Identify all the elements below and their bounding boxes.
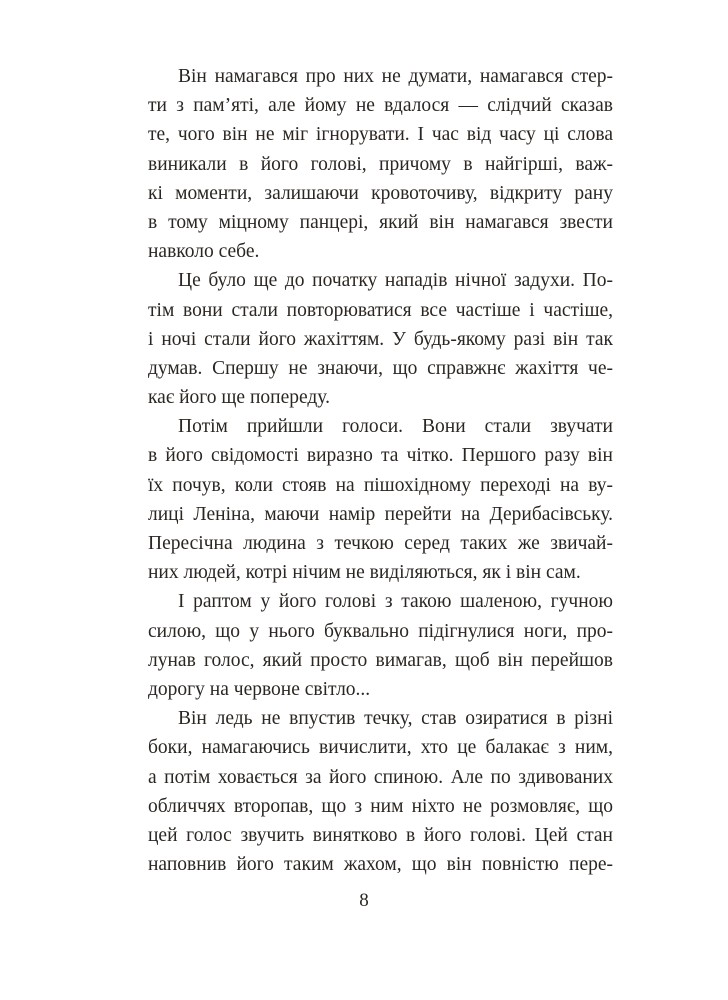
paragraph [148,62,613,266]
text-line: а потім ховається за його спиною. Але по здивованих [148,766,613,788]
paragraph [148,704,613,879]
text-line: думав. Спершу не знаючи, що справжнє жахіття че- [148,357,613,379]
text-line: в його свідомості виразно та чітко. Першого разу він [148,445,613,467]
text-line: їх почув, коли стояв на пішохідному переході на ву- [148,474,613,496]
paragraph [148,412,613,587]
text-line: лунав голос, який просто вимагав, щоб він перейшов [148,649,613,671]
text-line: наповнив його таким жахом, що він повністю пере- [148,854,613,876]
text-line: Це було ще до початку нападів нічної задухи. По- [178,270,613,292]
text-line: І раптом у його голові з такою шаленою, гучною [178,591,613,613]
text-line: боки, намагаючись вичислити, хто це балакає з ним, [148,737,613,759]
page-number: 8 [359,890,369,911]
text-line: кає його ще попереду. [148,387,330,409]
text-line: них людей, котрі нічим не виділяються, як і він сам. [148,562,581,584]
text-line: кі моменти, залишаючи кровоточиву, відкриту рану [148,182,613,204]
page-body [148,62,613,879]
text-line: лиці Леніна, маючи намір перейти на Дерибасівську. [148,503,613,525]
text-line: силою, що у нього буквально підігнулися ноги, про- [148,620,613,642]
text-line: Він ледь не впустив течку, став озиратися в різні [178,708,613,730]
text-line: в тому міцному панцері, який він намагався звести [148,211,613,233]
paragraph [148,587,613,704]
text-line: те, чого він не міг ігнорувати. І час від часу ці слова [148,124,613,146]
paragraph [148,266,613,412]
text-line: і ночі стали його жахіттям. У будь-якому разі він так [148,328,613,350]
text-line: Пересічна людина з течкою серед таких же звичай- [148,533,613,554]
text-line: обличчях второпав, що з ним ніхто не розмовляє, що [148,795,613,817]
text-line: цей голос звучить винятково в його голові. Цей стан [148,824,613,846]
text-line: дорогу на червоне світло... [148,678,371,700]
text-line: Він намагався про них не думати, намагався стер- [178,66,613,87]
text-line: тім вони стали повторюватися все частіше і частіше, [148,299,613,321]
text-line: ти з пам’яті, але йому не вдалося — слідчий сказав [148,95,613,117]
text-line: виникали в його голові, причому в найгірші, важ- [148,153,613,175]
text-line: Потім прийшли голоси. Вони стали звучати [178,416,613,438]
text-line: навколо себе. [148,241,260,263]
